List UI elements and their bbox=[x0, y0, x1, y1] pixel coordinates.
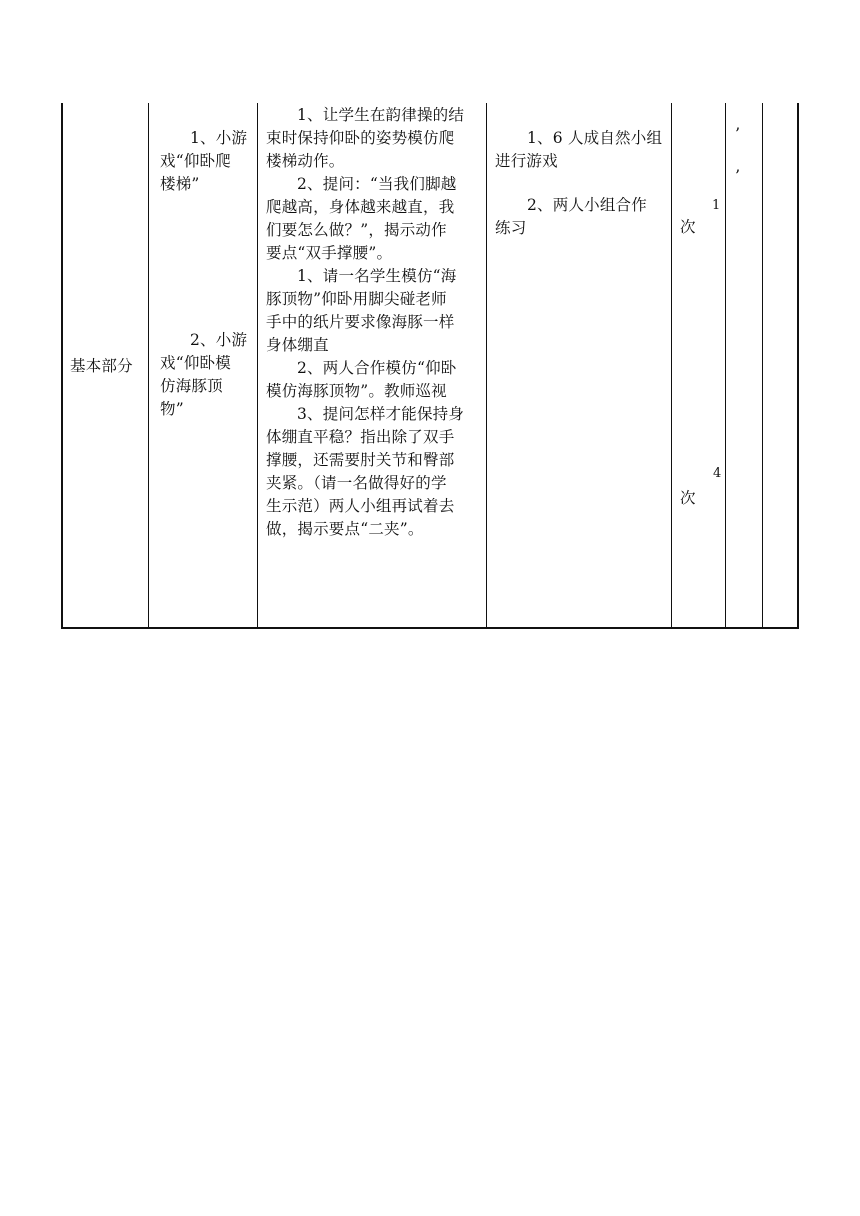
teaching-line: 夹紧。（请一名做得好的学 bbox=[266, 474, 447, 492]
organization-line: 练习 bbox=[495, 219, 527, 237]
teaching-line: 豚顶物”仰卧用脚尖碰老师 bbox=[266, 290, 447, 308]
teaching-line: 2、提问：“当我们脚越 bbox=[297, 175, 457, 193]
game-2-line: 物” bbox=[160, 400, 184, 418]
game-2-title bbox=[160, 329, 247, 421]
column-divider bbox=[257, 103, 258, 629]
teaching-line: 3、提问怎样才能保持身 bbox=[297, 405, 465, 423]
times-first-unit: 次 bbox=[680, 218, 696, 236]
teaching-line: 1、让学生在韵律操的结 bbox=[297, 106, 465, 124]
teaching-line: 做，揭示要点“二夹”。 bbox=[266, 520, 424, 538]
organization-line: 2、两人小组合作 bbox=[527, 196, 647, 214]
teaching-line: 2、两人合作模仿“仰卧 bbox=[297, 359, 457, 377]
teaching-line: 束时保持仰卧的姿势模仿爬 bbox=[266, 129, 455, 147]
teaching-line: 们要怎么做？”，揭示动作 bbox=[266, 221, 447, 239]
times-second-number: 4 bbox=[713, 466, 722, 481]
column-divider bbox=[148, 103, 149, 629]
game-1-line: 楼梯” bbox=[160, 175, 200, 193]
column-divider bbox=[671, 103, 672, 629]
teaching-line: 模仿海豚顶物”。教师巡视 bbox=[266, 382, 447, 400]
teaching-line: 撑腰，还需要肘关节和臀部 bbox=[266, 451, 455, 469]
column-divider bbox=[725, 103, 726, 629]
times-first-number: 1 bbox=[712, 198, 721, 213]
column-divider bbox=[762, 103, 763, 629]
teaching-line: 生示范）两人小组再试着去 bbox=[266, 497, 455, 515]
section-label: 基本部分 bbox=[70, 357, 133, 375]
teaching-line: 身体绷直 bbox=[266, 336, 329, 354]
game-1-line: 1、小游 bbox=[190, 129, 248, 147]
times-second-unit: 次 bbox=[680, 489, 696, 507]
game-2-line: 仿海豚顶 bbox=[160, 377, 223, 395]
teaching-line: 爬越高，身体越来越直，我 bbox=[266, 198, 455, 216]
teaching-line: 1、请一名学生模仿“海 bbox=[297, 267, 457, 285]
organization-item-2 bbox=[495, 194, 647, 240]
game-2-line: 戏“仰卧模 bbox=[160, 354, 231, 372]
teaching-line: 要点“双手撑腰”。 bbox=[266, 244, 393, 262]
organization-line: 进行游戏 bbox=[495, 152, 558, 170]
teaching-process bbox=[266, 104, 464, 541]
organization-line: 1、6 人成自然小组 bbox=[527, 129, 663, 147]
teaching-line: 楼梯动作。 bbox=[266, 152, 345, 170]
teaching-line: 手中的纸片要求像海豚一样 bbox=[266, 313, 455, 331]
game-1-title bbox=[160, 127, 247, 196]
comma-mark: ’ bbox=[735, 166, 741, 185]
organization-item-1 bbox=[495, 127, 662, 173]
game-2-line: 2、小游 bbox=[190, 331, 248, 349]
teaching-line: 体绷直平稳？指出除了双手 bbox=[266, 428, 455, 446]
column-divider bbox=[486, 103, 487, 629]
comma-mark: ’ bbox=[735, 124, 741, 143]
game-1-line: 戏“仰卧爬 bbox=[160, 152, 231, 170]
